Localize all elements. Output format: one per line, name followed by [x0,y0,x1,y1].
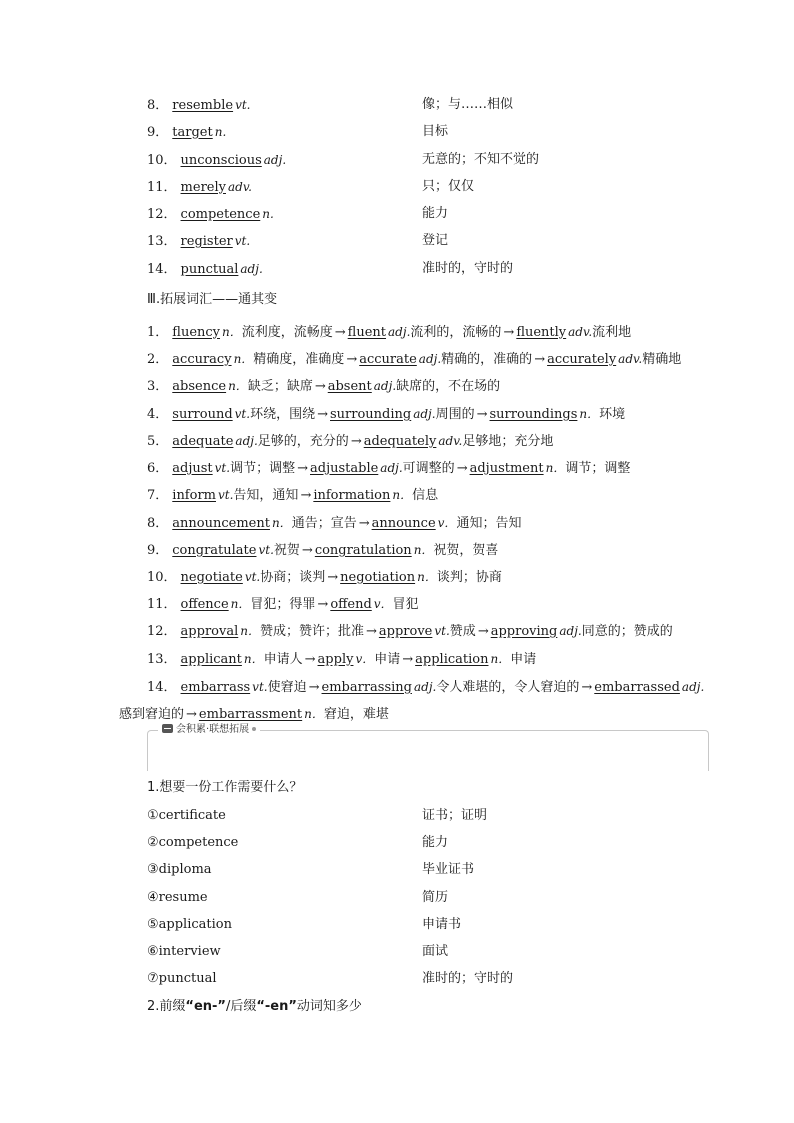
part-of-speech: adj. [380,461,403,475]
word: absent [327,379,372,394]
vocab-row [147,177,734,197]
arrow-icon: → [327,570,339,585]
item-number: 1． [147,325,169,340]
question-2-prefix: 2.前缀 [147,999,186,1014]
arrow-icon: → [301,543,313,558]
word: accuracy [172,352,232,367]
item-number: 14． [147,262,177,277]
job-item-english: ⑦punctual [147,971,217,986]
part-of-speech: adv. [227,180,252,194]
part-of-speech: adj. [413,680,437,694]
meaning: 登记 [422,233,449,248]
item-number: 13． [147,652,177,667]
item-number: 11． [147,180,177,195]
dot-icon [252,727,256,731]
item-number: 4． [147,407,169,422]
word: absence [172,379,227,394]
item-number: 12． [147,624,177,639]
job-item [147,860,734,880]
meaning: 告知，通知 [233,488,299,503]
arrow-icon: → [358,516,370,531]
item-number: 10． [147,570,177,585]
item-number: 8． [147,516,169,531]
part-of-speech: adj. [388,325,411,339]
word: adjust [172,461,213,476]
word: approval [180,624,239,639]
word: embarrass [180,680,251,695]
meaning: 流利的，流畅的 [410,325,502,340]
meaning: 缺席的，不在场的 [396,379,501,394]
meaning: 调节；调整 [565,461,631,476]
prefix-en: “en-” [185,999,226,1014]
meaning: 精确度，准确度 [253,352,345,367]
arrow-icon: → [317,597,329,612]
vocab-term [147,122,226,143]
part-of-speech: n． [490,652,511,666]
part-of-speech: n． [417,570,437,584]
part-of-speech: vt. [214,461,231,475]
accumulation-box [147,724,709,771]
meaning: 感到窘迫的 [119,707,185,722]
question-2 [147,997,362,1017]
arrow-icon: → [308,680,320,695]
word: congratulate [172,543,257,558]
vocab-term [147,204,274,225]
meaning: 能力 [422,206,449,221]
derivation-item [147,404,734,424]
word: accurate [359,352,417,367]
vocab-row [147,231,734,251]
word: adequately [363,434,437,449]
meaning: 精确的，准确的 [441,352,533,367]
word: applicant [180,652,242,667]
meaning: 冒犯 [392,597,419,612]
part-of-speech: n． [304,707,324,721]
derivation-item [147,458,734,478]
meaning: 申请 [374,652,401,667]
word: adjustment [469,461,544,476]
derivation-item [147,621,734,641]
item-number: 5． [147,434,169,449]
meaning: 窘迫，难堪 [323,707,389,722]
arrow-icon: → [350,434,362,449]
word: merely [180,180,226,195]
part-of-speech: adv. [438,434,463,448]
item-number: 2． [147,352,169,367]
arrow-icon: → [456,461,468,476]
arrow-icon: → [300,488,312,503]
job-item-chinese: 证书；证明 [422,808,488,823]
item-number: 6． [147,461,169,476]
word: inform [172,488,216,503]
meaning: 祝贺，贺喜 [433,543,499,558]
meaning: 谈判；协商 [436,570,502,585]
part-of-speech: n． [413,543,434,557]
word: register [180,234,233,249]
word: fluently [516,325,567,340]
question-1: 1.想要一份工作需要什么？ [147,780,303,795]
vocab-term [147,259,263,280]
meaning: 冒犯；得罪 [250,597,316,612]
question-2-mid: /后缀 [225,999,257,1014]
box-title-text: 会积累·联想拓展 [176,724,250,735]
part-of-speech: n． [392,488,413,502]
part-of-speech: vt. [234,234,251,248]
part-of-speech: adv. [568,325,593,339]
meaning: 祝贺 [273,543,300,558]
part-of-speech: vt. [258,543,274,557]
part-of-speech: n． [545,461,566,475]
arrow-icon: → [365,624,377,639]
word: unconscious [180,153,262,168]
meaning: 周围的 [435,407,475,422]
word: application [415,652,489,667]
derivation-item [147,431,734,451]
word: adjustable [310,461,379,476]
meaning: 环绕，围绕 [250,407,316,422]
job-item [147,915,734,935]
item-number: 9． [147,125,169,140]
part-of-speech: adj. [681,680,705,694]
part-of-speech: adv. [618,352,643,366]
meaning: 缺乏；缺席 [247,379,313,394]
item-number: 8． [147,98,169,113]
word: apply [317,652,354,667]
word: punctual [180,262,239,277]
arrow-icon: → [334,325,346,340]
meaning: 调节；调整 [230,461,296,476]
job-item-chinese: 申请书 [422,917,462,932]
item-number: 11． [147,597,177,612]
item-number: 3． [147,379,169,394]
arrow-icon: → [186,707,197,722]
meaning: 像；与……相似 [422,97,514,112]
word: congratulation [314,543,412,558]
word: surrounding [330,407,412,422]
box-title [158,722,260,738]
derivation-item [147,485,734,505]
meaning: 通告；宣告 [291,516,357,531]
job-item-english: ⑤application [147,917,232,932]
part-of-speech: n. [214,125,227,139]
job-item-chinese: 简历 [422,890,449,905]
meaning: 无意的；不知不觉的 [422,152,540,167]
job-item [147,806,734,826]
question-2-suffix: 动词知多少 [296,999,362,1014]
word: embarrassing [321,680,412,695]
part-of-speech: n． [240,624,260,638]
part-of-speech: v． [437,516,457,530]
arrow-icon: → [581,680,593,695]
part-of-speech: n． [243,652,264,666]
part-of-speech: v． [355,652,375,666]
meaning: 信息 [412,488,439,503]
meaning: 赞成 [449,624,476,639]
word: announcement [172,516,270,531]
meaning: 申请人 [263,652,303,667]
meaning: 可调整的 [402,461,455,476]
derivation-item-14 [147,677,734,697]
word: negotiate [180,570,243,585]
job-item-english: ②competence [147,835,239,850]
job-item-chinese: 面试 [422,944,449,959]
part-of-speech: n． [230,597,251,611]
meaning: 通知；告知 [456,516,522,531]
part-of-speech: v． [373,597,393,611]
meaning: 令人难堪的，令人窘迫的 [436,680,580,695]
derivation-item [147,540,734,560]
word: offence [180,597,229,612]
derivation-item-14-continued [119,704,389,724]
derivation-item [147,513,734,533]
arrow-icon: → [476,407,488,422]
arrow-icon: → [314,379,326,394]
arrow-icon: → [297,461,308,476]
vocab-row [147,122,734,142]
meaning: 准时的，守时的 [422,261,514,276]
arrow-icon: → [317,407,328,422]
word: negotiation [340,570,416,585]
part-of-speech: n． [222,325,242,339]
part-of-speech: vt. [434,624,450,638]
part-of-speech: adj. [240,262,263,276]
item-number: 13． [147,234,177,249]
book-icon [162,724,173,733]
job-item [147,833,734,853]
vocab-term [147,177,252,198]
job-item-chinese: 准时的；守时的 [422,971,514,986]
section-heading: Ⅲ.拓展词汇——通其变 [147,292,278,307]
word: surround [172,407,233,422]
vocab-row [147,259,734,279]
job-item-english: ③diploma [147,862,212,877]
derivation-item [147,567,734,587]
arrow-icon: → [304,652,316,667]
word: fluent [347,325,387,340]
meaning: 同意的；赞成的 [581,624,673,639]
derivation-item [147,349,734,369]
meaning: 流利地 [592,325,632,340]
part-of-speech: vt. [252,680,268,694]
word: approving [490,624,558,639]
job-item-english: ⑥interview [147,944,221,959]
part-of-speech: n． [271,516,292,530]
meaning: 足够地；充分地 [462,434,554,449]
vocab-term [147,95,250,116]
item-number: 9． [147,543,169,558]
word: competence [180,207,261,222]
meaning: 精确地 [642,352,682,367]
meaning: 使窘迫 [267,680,307,695]
derivation-item [147,649,734,669]
word: embarrassment [198,707,303,722]
arrow-icon: → [346,352,358,367]
item-number: 14． [147,680,177,695]
item-number: 10． [147,153,177,168]
meaning: 协商；谈判 [260,570,326,585]
part-of-speech: vt. [234,407,251,421]
word: information [313,488,391,503]
meaning: 赞成；赞许；批准 [259,624,364,639]
job-item-english: ④resume [147,890,208,905]
part-of-speech: n. [262,207,274,221]
meaning: 流利度，流畅度 [241,325,333,340]
word: adequate [172,434,234,449]
job-item-chinese: 毕业证书 [422,862,475,877]
vocab-term [147,150,286,171]
vocab-row [147,95,734,115]
job-item [147,942,734,962]
word: surroundings [489,407,578,422]
derivation-item [147,322,734,342]
suffix-en: “-en” [256,999,297,1014]
arrow-icon: → [534,352,546,367]
word: announce [371,516,436,531]
word: target [172,125,213,140]
job-item-english: ①certificate [147,808,226,823]
word: approve [378,624,433,639]
part-of-speech: adj. [235,434,258,448]
arrow-icon: → [402,652,414,667]
part-of-speech: adj. [418,352,442,366]
meaning: 申请 [510,652,537,667]
job-item [147,888,734,908]
meaning: 环境 [599,407,626,422]
part-of-speech: vt. [244,570,261,584]
part-of-speech: vt. [235,98,251,112]
part-of-speech: adj. [373,379,397,393]
part-of-speech: adj. [263,153,287,167]
meaning: 目标 [422,124,449,139]
word: fluency [172,325,221,340]
vocab-row [147,150,734,170]
arrow-icon: → [503,325,515,340]
job-item [147,969,734,989]
job-item-chinese: 能力 [422,835,449,850]
word: embarrassed [594,680,680,695]
item-number: 12． [147,207,177,222]
part-of-speech: adj. [559,624,582,638]
part-of-speech: adj. [413,407,436,421]
part-of-speech: n． [233,352,254,366]
arrow-icon: → [477,624,489,639]
meaning: 只；仅仅 [422,179,475,194]
word: accurately [547,352,617,367]
word: resemble [172,98,234,113]
part-of-speech: n． [228,379,248,393]
word: offend [330,597,372,612]
vocab-term [147,231,250,252]
meaning: 足够的，充分的 [257,434,349,449]
derivation-item [147,376,734,396]
vocab-row [147,204,734,224]
item-number: 7． [147,488,169,503]
derivation-item [147,594,734,614]
part-of-speech: n． [579,407,600,421]
part-of-speech: vt. [218,488,234,502]
